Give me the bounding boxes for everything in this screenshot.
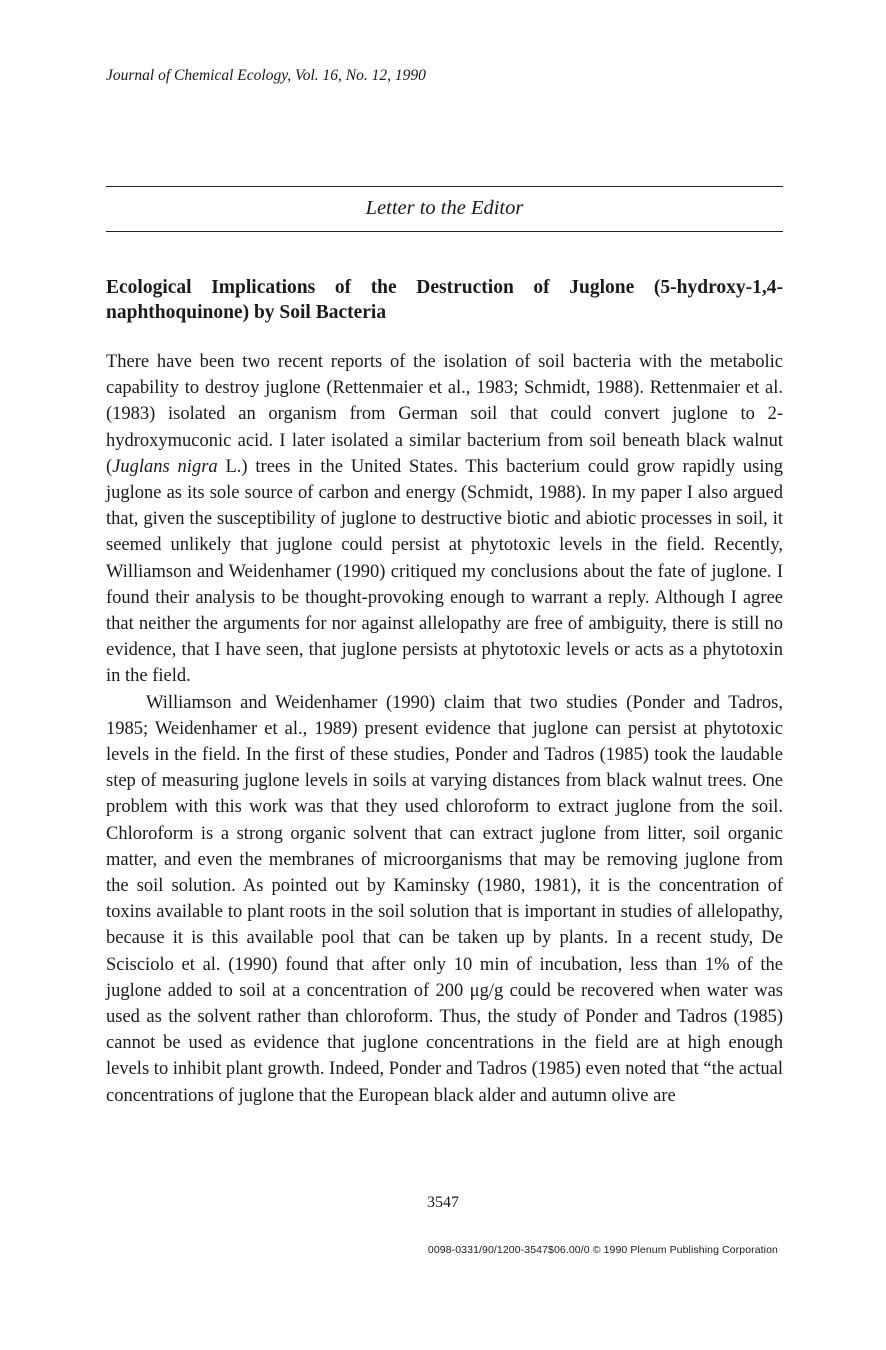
top-rule bbox=[106, 186, 783, 187]
paragraph-1-part-1: There have been two recent reports of the isolation of soil bacteria with the metabolic capability to destroy juglone (Rettenmaier et al., 1983; Schmidt, 1988). Rettenmaier et al. (1983) isolated an organism from German soil that could convert juglone to 2-hydroxymuconic acid. I later isolated a similar bacterium from soil beneath black walnut ( bbox=[106, 352, 783, 477]
article-title: Ecological Implications of the Destruction of Juglone (5-hydroxy-1,4-naphthoquinone) by Soil Bacteria bbox=[106, 277, 783, 323]
article-body bbox=[106, 349, 783, 1109]
copyright-line: 0098-0331/90/1200-3547$06.00/0 © 1990 Plenum Publishing Corporation bbox=[427, 1244, 778, 1256]
bottom-rule bbox=[106, 231, 783, 232]
paragraph-1 bbox=[106, 349, 783, 690]
paragraph-1-part-2: L.) trees in the United States. This bacterium could grow rapidly using juglone as its sole source of carbon and energy (Schmidt, 1988). In my paper I also argued that, given the susceptibility of juglone to destructive biotic and abiotic processes in soil, it seemed unlikely that juglone could persist at phytotoxic levels in the field. Recently, Williamson and Weidenhamer (1990) critiqued my conclusions about the fate of juglone. I found their analysis to be thought-provoking enough to warrant a reply. Although I agree that neither the arguments for nor against allelopathy are free of ambiguity, there is still no evidence, that I have seen, that juglone persists at phytotoxic levels or acts as a phytotoxin in the field. bbox=[106, 456, 783, 687]
page-number: 3547 bbox=[427, 1194, 459, 1211]
section-heading: Letter to the Editor bbox=[365, 197, 524, 219]
paragraph-2: Williamson and Weidenhamer (1990) claim that two studies (Ponder and Tadros, 1985; Weidenhamer et al., 1989) present evidence that juglone can persist at phytotoxic levels in the field. In the first of these studies, Ponder and Tadros (1985) took the laudable step of measuring juglone levels in soils at varying distances from black walnut trees. One problem with this work was that they used chloroform to extract juglone from the soil. Chloroform is a strong organic solvent that can extract juglone from litter, soil organic matter, and even the membranes of microorganisms that may be removing juglone from the soil solution. As pointed out by Kaminsky (1980, 1981), it is the concentration of toxins available to plant roots in the soil solution that is important in studies of allelopathy, because it is this available pool that can be taken up by plants. In a recent study, De Scisciolo et al. (1990) found that after only 10 min of incubation, less than 1% of the juglone added to soil at a concentration of 200 μg/g could be recovered when water was used as the solvent rather than chloroform. Thus, the study of Ponder and Tadros (1985) cannot be used as evidence that juglone concentrations in the field are at high enough levels to inhibit plant growth. Indeed, Ponder and Tadros (1985) even noted that “the actual concentrations of juglone that the European black alder and autumn olive are bbox=[106, 692, 783, 1106]
species-name: Juglans nigra bbox=[112, 456, 218, 477]
journal-citation: Journal of Chemical Ecology, Vol. 16, No. 12, 1990 bbox=[106, 67, 426, 84]
